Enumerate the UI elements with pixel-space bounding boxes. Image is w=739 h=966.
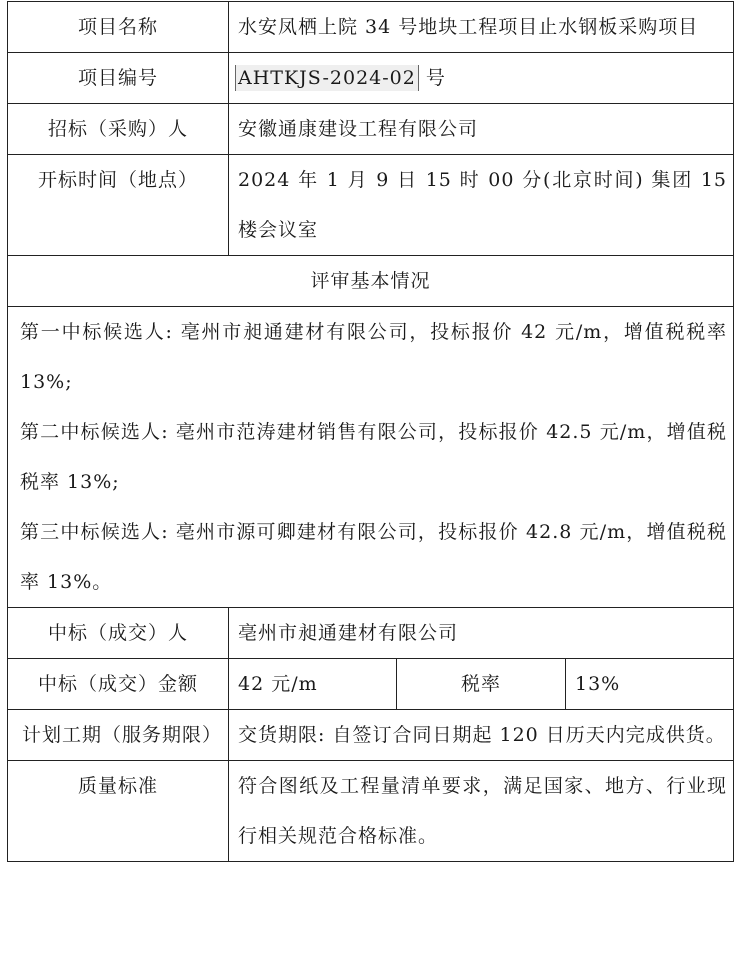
row-winner <box>8 608 734 659</box>
row-amount <box>8 659 734 710</box>
quality-value: 符合图纸及工程量清单要求，满足国家、地方、行业现行相关规范合格标准。 <box>229 761 734 862</box>
row-quality <box>8 761 734 862</box>
tax-rate-label: 税率 <box>397 659 566 710</box>
candidate-second: 第二中标候选人: 亳州市范涛建材销售有限公司，投标报价 42.5 元/m，增值税税率 13%; <box>20 421 728 493</box>
schedule-label: 计划工期（服务期限） <box>8 710 229 761</box>
row-project-name <box>8 2 734 53</box>
row-bid-opening <box>8 155 734 256</box>
bid-result-table <box>7 1 734 862</box>
evaluation-heading: 评审基本情况 <box>8 256 734 307</box>
tenderer-label: 招标（采购）人 <box>8 104 229 155</box>
bid-opening-value: 2024 年 1 月 9 日 15 时 00 分(北京时间) 集团 15 楼会议室 <box>229 155 734 256</box>
amount-value: 42 元/m <box>229 659 397 710</box>
project-number-value[interactable]: AHTKJS-2024-02 <box>235 65 419 91</box>
row-schedule <box>8 710 734 761</box>
project-number-label: 项目编号 <box>8 53 229 104</box>
schedule-value: 交货期限: 自签订合同日期起 120 日历天内完成供货。 <box>229 710 734 761</box>
winner-label: 中标（成交）人 <box>8 608 229 659</box>
tax-rate-value: 13% <box>566 659 734 710</box>
amount-label: 中标（成交）金额 <box>8 659 229 710</box>
project-number-cell <box>229 53 734 104</box>
project-name-label: 项目名称 <box>8 2 229 53</box>
candidate-first: 第一中标候选人: 亳州市昶通建材有限公司，投标报价 42 元/m，增值税税率 13%; <box>20 321 728 393</box>
winner-value: 亳州市昶通建材有限公司 <box>229 608 734 659</box>
row-project-number <box>8 53 734 104</box>
tenderer-value: 安徽通康建设工程有限公司 <box>229 104 734 155</box>
project-name-value: 水安凤栖上院 34 号地块工程项目止水钢板采购项目 <box>229 2 734 53</box>
quality-label: 质量标准 <box>8 761 229 862</box>
candidate-third: 第三中标候选人: 亳州市源可卿建材有限公司，投标报价 42.8 元/m，增值税税率 13%。 <box>20 521 728 593</box>
project-number-suffix: 号 <box>418 67 446 89</box>
bid-opening-label: 开标时间（地点） <box>8 155 229 256</box>
row-evaluation-heading <box>8 256 734 307</box>
evaluation-candidates <box>8 307 734 608</box>
row-tenderer <box>8 104 734 155</box>
row-evaluation-candidates <box>8 307 734 608</box>
